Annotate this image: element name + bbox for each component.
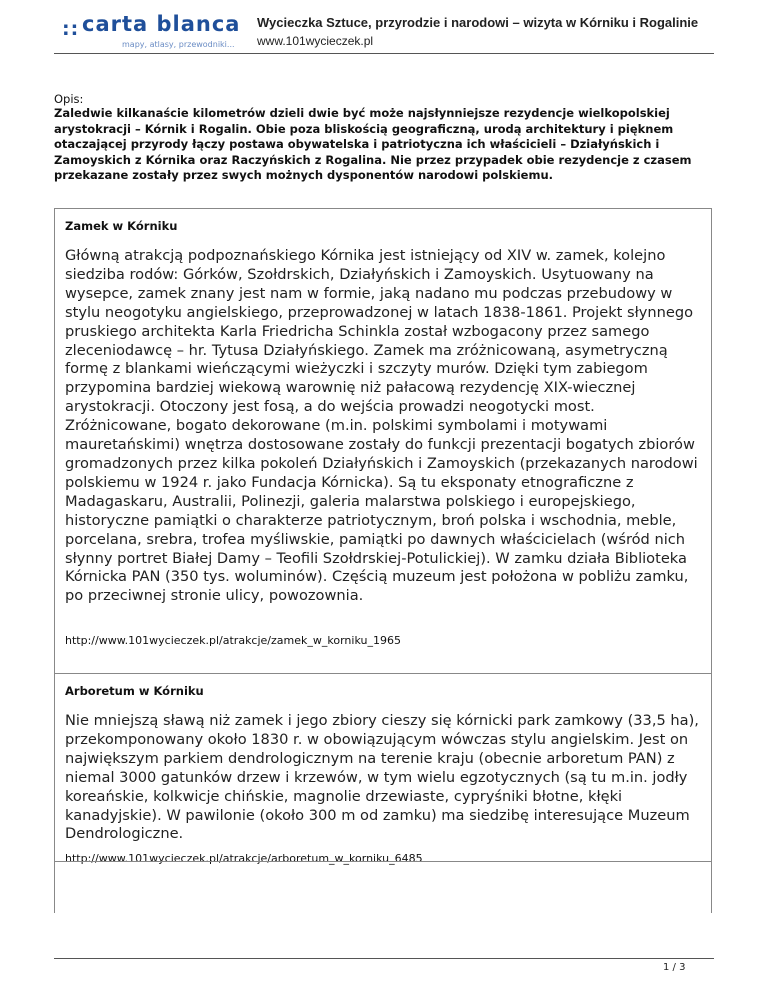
header-divider — [54, 53, 714, 54]
section-title: Arboretum w Kórniku — [65, 684, 204, 698]
site-url: www.101wycieczek.pl — [257, 34, 374, 48]
document-title: Wycieczka Sztuce, przyrodzie i narodowi – wizyta w Kórniku i Rogalinie — [257, 15, 699, 30]
logo-name: carta blanca — [82, 12, 241, 36]
carta-blanca-logo — [62, 12, 242, 52]
description-text: Zaledwie kilkanaście kilometrów dzieli dwie być może najsłynniejsze rezydencje wielkopolskiej arystokracji – Kórnik i Rogalin. Obie poza bliskością geograficzną, urodą architektury i pięknem otaczającej przyrody łączy postawa obywatelska i patriotyczna ich właścicieli – Działyńskich i Zamoyskich z Kórnika oraz Raczyńskich z Rogalina. Nie przez przypadek obie rezydencje z czasem przekazane zostały przez swych możnych dysponentów narodowi polskiemu. — [54, 106, 692, 182]
logo-tagline: mapy, atlasy, przewodniki... — [122, 40, 235, 49]
section-link[interactable]: http://www.101wycieczek.pl/atrakcje/zamek_w_korniku_1965 — [65, 634, 401, 647]
description-label: Opis: — [54, 92, 84, 106]
section-zamek — [54, 208, 712, 673]
section-title: Zamek w Kórniku — [65, 219, 178, 233]
footer-divider — [54, 958, 714, 959]
section-link[interactable]: http://www.101wycieczek.pl/atrakcje/arboretum_w_korniku_6485 — [65, 852, 423, 865]
logo-dots-icon: :: — [62, 18, 80, 40]
section-next-empty — [54, 861, 712, 913]
section-arboretum — [54, 673, 712, 865]
page-number: 1 / 3 — [663, 962, 686, 973]
section-body: Główną atrakcją podpoznańskiego Kórnika jest istniejący od XIV w. zamek, kolejno siedziba rodów: Górków, Szołdrskich, Działyńskich i Zamoyskich. Usytuowany na wysepce, zamek znany jest nam w formie, jaką nadano mu podczas przebudowy w stylu neogotyku angielskiego, przeprowadzonej w latach 1838-1861. Projekt słynnego pruskiego architekta Karla Friedricha Schinkla został wzbogacony przez samego zleceniodawcę – hr. Tytusa Działyńskiego. Zamek ma zróżnicowaną, asymetryczną formę z blankami wieńczącymi wieżyczki i szczyty murów. Dzięki tym zabiegom przypomina bardziej wiekową warownię niż pałacową rezydencję XIX-wiecznej arystokracji. Otoczony jest fosą, a do wejścia prowadzi neogotycki most. Zróżnicowane, bogato dekorowane (m.in. polskimi symbolami i motywami mauretańskimi) wnętrza dostosowane zostały do funkcji prezentacji bogatych zbiorów gromadzonych przez kilka pokoleń Działyńskich i Zamoyskich (przekazanych narodowi polskiemu w 1924 r. jako Fundacja Kórnicka). Są tu eksponaty etnograficzne z Madagaskaru, Australii, Polinezji, galeria malarstwa polskiego i europejskiego, historyczne pamiątki o charakterze patriotycznym, broń polska i wschodnia, meble, porcelana, srebra, trofea myśliwskie, pamiątki po dawnych właścicielach (wśród nich słynny portret Białej Damy – Teofili Szołdrskiej-Potulickiej). W zamku działa Biblioteka Kórnicka PAN (350 tys. woluminów). Częścią muzeum jest położona w pobliżu zamku, po przeciwnej stronie ulicy, powozownia. — [65, 247, 698, 605]
section-body: Nie mniejszą sławą niż zamek i jego zbiory cieszy się kórnicki park zamkowy (33,5 ha), przekomponowany około 1830 r. w obowiązującym wówczas stylu angielskim. Jest on największym parkiem dendrologicznym na terenie kraju (obecnie arboretum PAN) z niemal 3000 gatunków drzew i krzewów, w tym wielu egzotycznych (są tu m.in. jodły koreańskie, kolkwicje chińskie, magnolie drzewiaste, cypryśniki błotne, kłęki kanadyjskie). W pawilonie (około 300 m od zamku) ma siedzibę interesujące Muzeum Dendrologiczne. — [65, 712, 699, 843]
